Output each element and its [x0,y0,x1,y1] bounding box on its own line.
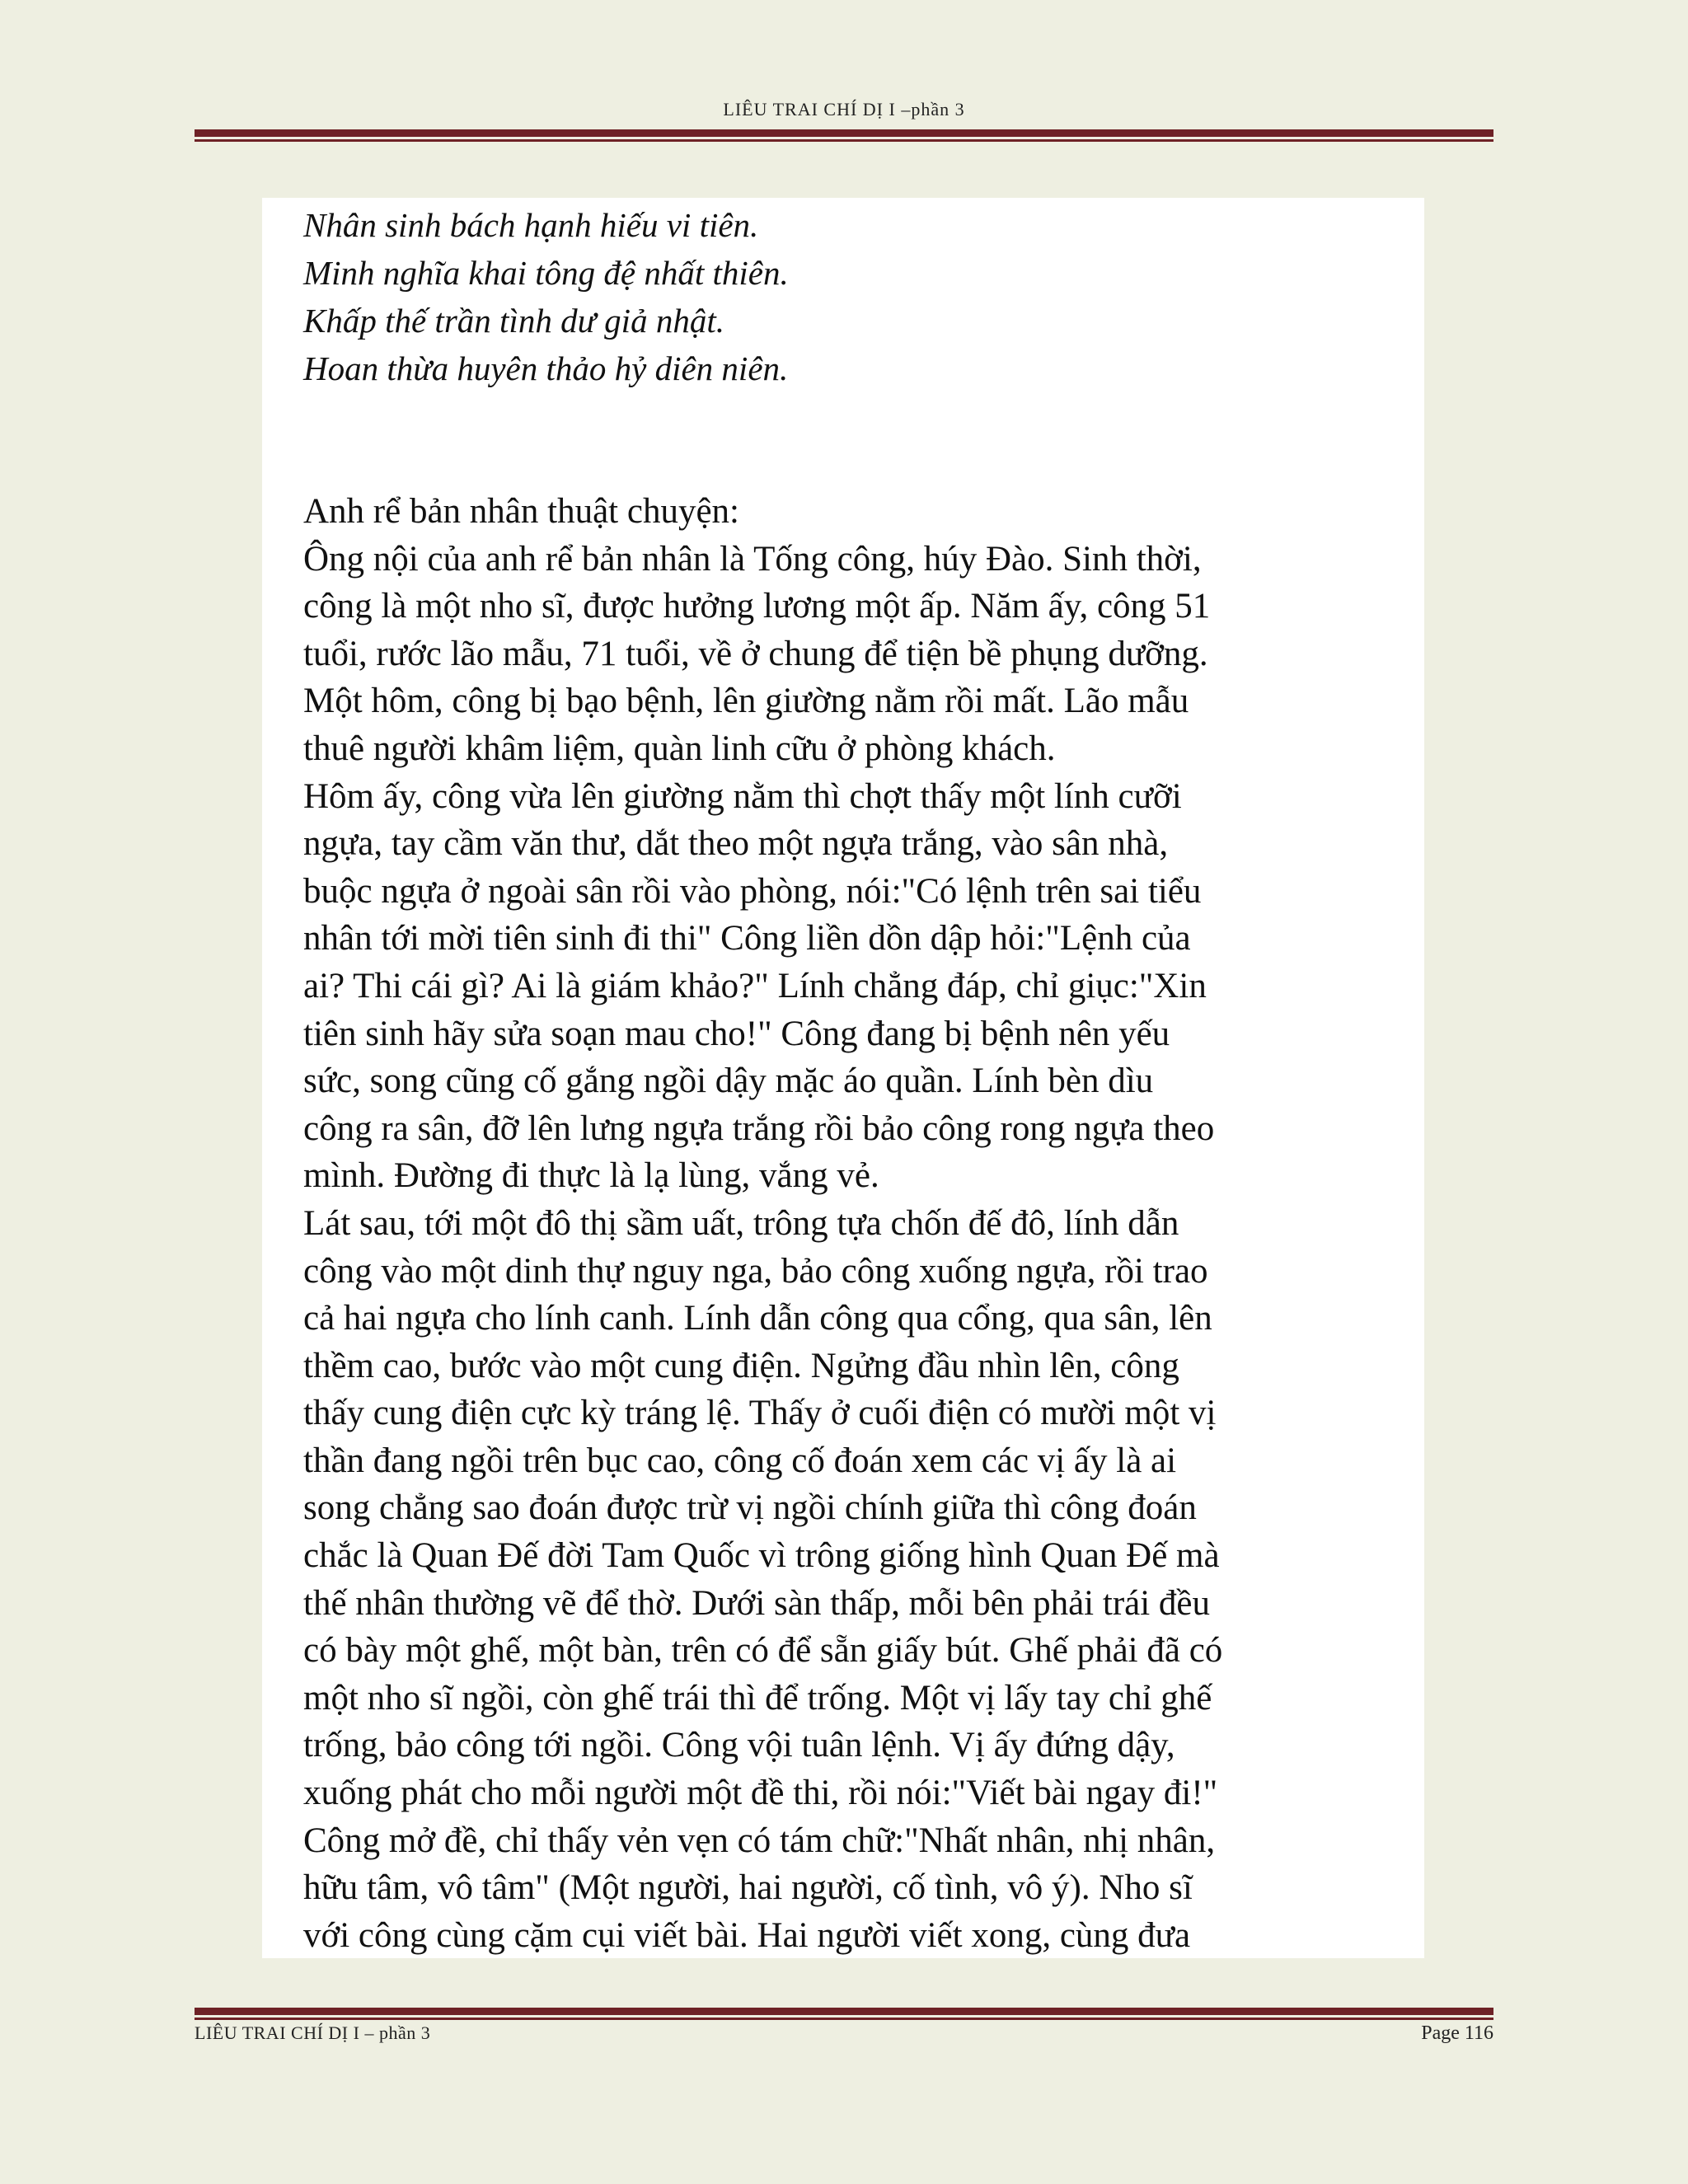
footer-rule [195,2008,1493,2020]
prose-line: buộc ngựa ở ngoài sân rồi vào phòng, nói:"Có lệnh trên sai tiểu [303,871,1202,911]
prose-line: xuống phát cho mỗi người một đề thi, rồi nói:"Viết bài ngay đi!" [303,1774,1218,1813]
prose-line: ngựa, tay cầm văn thư, dắt theo một ngựa trắng, vào sân nhà, [303,824,1169,864]
page-body [262,198,1424,1958]
running-header: LIÊU TRAI CHÍ DỊ I –phần 3 [723,99,965,120]
prose-line: Hôm ấy, công vừa lên giường nằm thì chợt thấy một lính cưỡi [303,776,1182,816]
poem-line: Minh nghĩa khai tông đệ nhất thiên. [303,254,789,292]
poem-line: Khấp thế trần tình dư giả nhật. [303,302,724,340]
prose-line: công là một nho sĩ, được hưởng lương một ấp. Năm ấy, công 51 [303,587,1211,626]
prose-line: sức, song cũng cố gắng ngồi dậy mặc áo quần. Lính bèn dìu [303,1062,1154,1101]
prose-line: Lát sau, tới một đô thị sầm uất, trông tựa chốn đế đô, lính dẫn [303,1203,1179,1243]
prose-line: thần đang ngồi trên bục cao, công cố đoán xem các vị ấy là ai [303,1441,1177,1480]
prose-line: có bày một ghế, một bàn, trên có để sẵn giấy bút. Ghế phải đã có [303,1631,1223,1671]
prose-line: thấy cung điện cực kỳ tráng lệ. Thấy ở cuối điện có mười một vị [303,1394,1217,1433]
prose-line: thềm cao, bước vào một cung điện. Ngửng đầu nhìn lên, công [303,1346,1179,1385]
prose-line: tiên sinh hãy sửa soạn mau cho!" Công đang bị bệnh nên yếu [303,1014,1170,1053]
prose-line: chắc là Quan Đế đời Tam Quốc vì trông giống hình Quan Đế mà [303,1536,1220,1576]
prose-line: Một hôm, công bị bạo bệnh, lên giường nằm rồi mất. Lão mẫu [303,682,1189,721]
prose-line: một nho sĩ ngồi, còn ghế trái thì để trống. Một vị lấy tay chỉ ghế [303,1678,1212,1718]
prose-line: song chẳng sao đoán được trừ vị ngồi chính giữa thì công đoán [303,1488,1197,1528]
header-rule [195,129,1493,142]
prose-block [303,488,1424,1958]
prose-line: tuổi, rước lão mẫu, 71 tuổi, về ở chung để tiện bề phụng dưỡng. [303,634,1208,673]
prose-line: công ra sân, đỡ lên lưng ngựa trắng rồi bảo công rong ngựa theo [303,1108,1215,1148]
prose-line: Anh rể bản nhân thuật chuyện: [303,492,739,531]
prose-line: hữu tâm, vô tâm" (Một người, hai người, cố tình, vô ý). Nho sĩ [303,1868,1193,1908]
poem-line: Hoan thừa huyên thảo hỷ diên niên. [303,349,789,387]
prose-line: mình. Đường đi thực là lạ lùng, vắng vẻ. [303,1156,879,1196]
prose-line: công vào một dinh thự nguy nga, bảo công xuống ngựa, rồi trao [303,1251,1208,1291]
prose-line: Ông nội của anh rể bản nhân là Tống công, húy Đào. Sinh thời, [303,539,1202,579]
prose-line: nhân tới mời tiên sinh đi thi" Công liền dồn dập hỏi:"Lệnh của [303,919,1191,958]
prose-line: thế nhân thường vẽ để thờ. Dưới sàn thấp, mỗi bên phải trái đều [303,1583,1211,1623]
prose-line: Công mở đề, chỉ thấy vẻn vẹn có tám chữ:"Nhất nhân, nhị nhân, [303,1821,1216,1860]
prose-line: cả hai ngựa cho lính canh. Lính dẫn công qua cổng, qua sân, lên [303,1299,1212,1338]
poem-line: Nhân sinh bách hạnh hiếu vi tiên. [303,206,759,244]
prose-line: trống, bảo công tới ngồi. Công vội tuân lệnh. Vị ấy đứng dậy, [303,1726,1175,1765]
prose-line: với công cùng cặm cụi viết bài. Hai người viết xong, cùng đưa [303,1915,1191,1955]
prose-line: ai? Thi cái gì? Ai là giám khảo?" Lính chẳng đáp, chỉ giục:"Xin [303,966,1207,1005]
prose-line: thuê người khâm liệm, quàn linh cữu ở phòng khách. [303,729,1056,768]
page-number: Page 116 [1421,2022,1493,2044]
running-footer: LIÊU TRAI CHÍ DỊ I – phần 3 [195,2022,431,2043]
poem-block [303,201,1424,392]
